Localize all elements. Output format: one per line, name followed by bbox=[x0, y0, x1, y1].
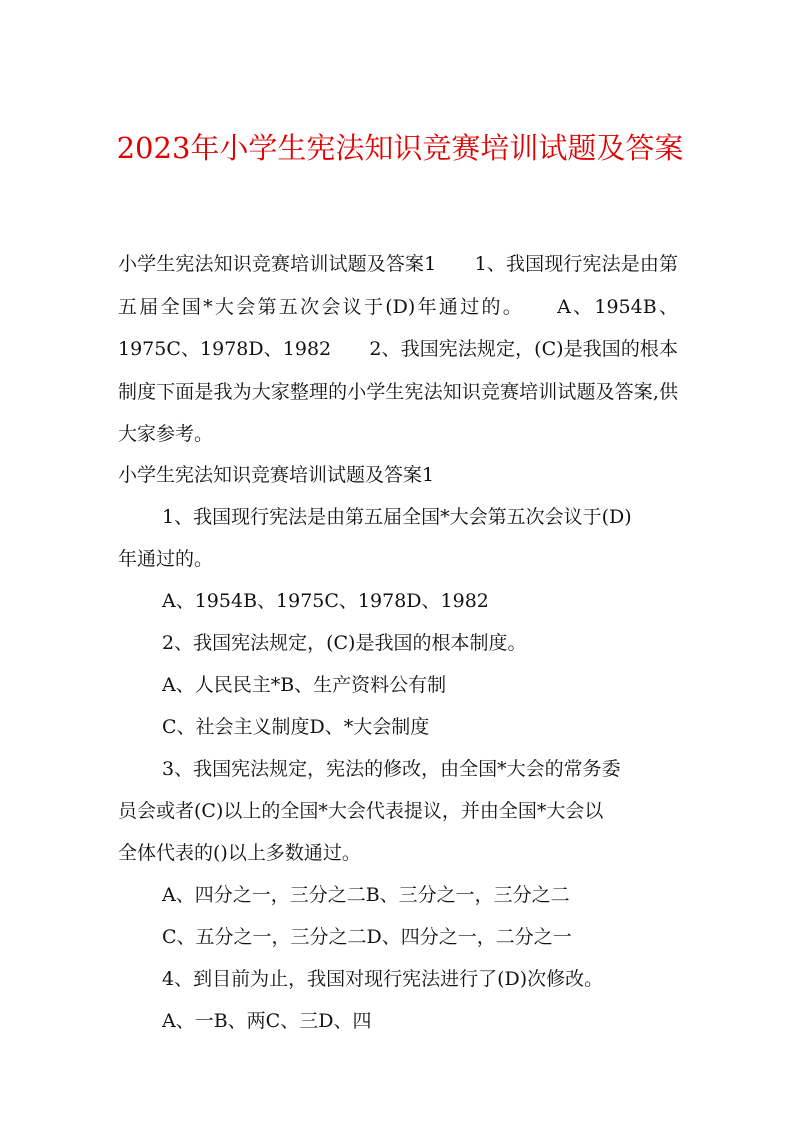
question-2: 2、我国宪法规定，(C)是我国的根本制度。 bbox=[162, 632, 527, 654]
section-heading: 小学生宪法知识竞赛培训试题及答案1 bbox=[118, 464, 435, 486]
question-2-options-cd: C、社会主义制度D、*大会制度 bbox=[162, 716, 430, 738]
page-title: 2023年小学生宪法知识竞赛培训试题及答案 bbox=[116, 131, 684, 165]
intro-paragraph: 小学生宪法知识竞赛培训试题及答案1 1、我国现行宪法是由第五届全国*大会第五次会议于(D)年通过的。 A、1954B、1975C、1978D、1982 2、我国宪法规定，(C)是我国的根本制度下面是我为大家整理的小学生宪法知识竞赛培训试题及答案,供大家参考。 bbox=[118, 253, 678, 445]
question-2-options-ab: A、人民民主*B、生产资料公有制 bbox=[162, 674, 447, 696]
question-1-line-1: 1、我国现行宪法是由第五届全国*大会第五次会议于(D) bbox=[162, 506, 632, 528]
question-3-options-cd: C、五分之一，三分之二D、四分之一，二分之一 bbox=[162, 926, 572, 948]
question-4: 4、到目前为止，我国对现行宪法进行了(D)次修改。 bbox=[162, 968, 604, 990]
question-1-line-2: 年通过的。 bbox=[118, 548, 214, 570]
question-4-options: A、一B、两C、三D、四 bbox=[162, 1010, 372, 1032]
question-3-options-ab: A、四分之一，三分之二B、三分之一，三分之二 bbox=[162, 884, 570, 906]
question-1-options: A、1954B、1975C、1978D、1982 bbox=[162, 590, 489, 612]
question-3-line-3: 全体代表的()以上多数通过。 bbox=[118, 842, 361, 864]
question-3-line-1: 3、我国宪法规定，宪法的修改，由全国*大会的常务委 bbox=[162, 758, 621, 780]
question-3-line-2: 员会或者(C)以上的全国*大会代表提议，并由全国*大会以 bbox=[118, 800, 604, 822]
